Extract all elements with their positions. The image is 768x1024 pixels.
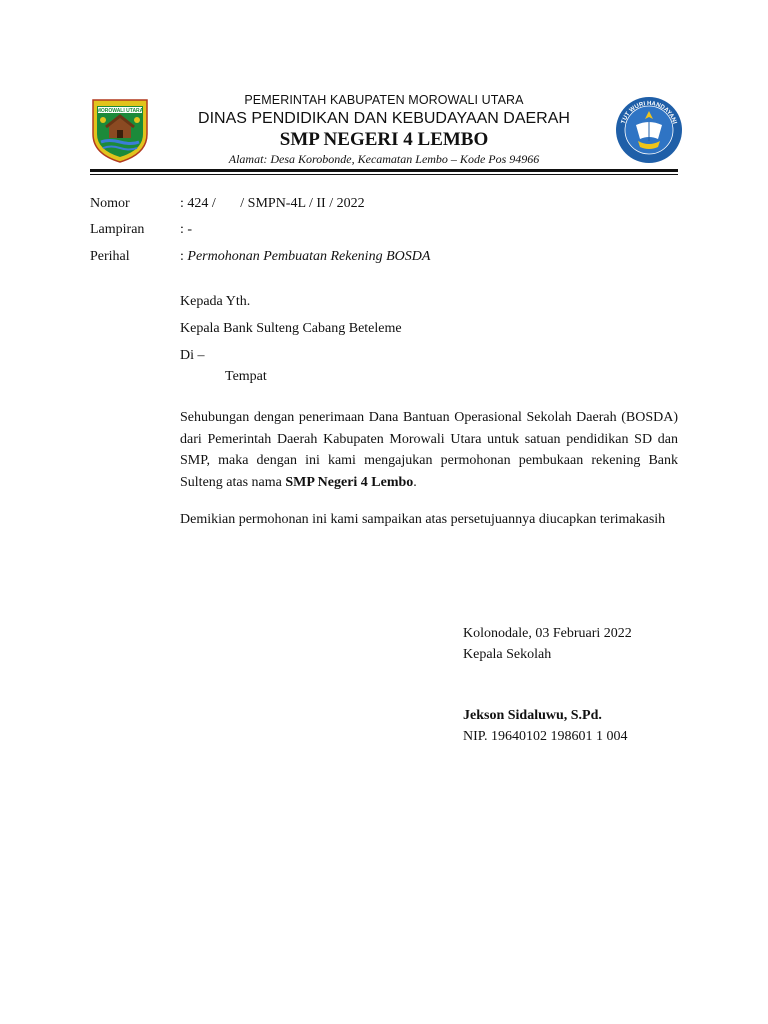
letterhead-divider-thick [90,169,678,172]
perihal-label: Perihal [90,249,130,264]
body-paragraph-1-text: Sehubungan dengan penerimaan Dana Bantuan Operasional Sekolah Daerah (BOSDA) dari Pemerintah Daerah Kabupaten Morowali Utara untuk satuan pendidikan SD dan SMP, maka dengan ini kami mengajukan permohonan pembukaan rekening Bank Sulteng atas nama [180,410,678,490]
emblem-banner-text: MOROWALI UTARA [96,108,144,114]
body-paragraph-2: Demikian permohonan ini kami sampaikan atas persetujuannya diucapkan terimakasih [180,512,666,527]
nomor-label: Nomor [90,196,130,211]
signature-name: Jekson Sidaluwu, S.Pd. [463,708,602,723]
signature-nip: NIP. 19640102 198601 1 004 [463,729,628,744]
recipient-at: Di – [180,348,205,363]
recipient-place: Tempat [225,369,267,384]
recipient-salutation: Kepada Yth. [180,294,251,309]
school-name: SMP NEGERI 4 LEMBO [279,129,489,150]
recipient-name: Kepala Bank Sulteng Cabang Beteleme [180,321,402,336]
perihal-subject: Permohonan Pembuatan Rekening BOSDA [187,249,431,264]
body-school-name: SMP Negeri 4 Lembo [285,474,414,490]
letterhead-divider-thin [90,174,678,175]
lampiran-label: Lampiran [90,222,145,237]
signature-title: Kepala Sekolah [463,647,552,662]
school-address: Alamat: Desa Korobonde, Kecamatan Lembo – Kode Pos 94966 [228,152,540,166]
lampiran-value: : - [180,222,193,237]
perihal-prefix: : [180,249,188,264]
perihal-value-line [180,249,430,265]
signature-place-date: Kolonodale, 03 Februari 2022 [463,626,632,641]
body-paragraph-1 [180,407,678,493]
department-name: DINAS PENDIDIKAN DAN KEBUDAYAAN DAERAH [198,110,570,127]
logo-motto-text: TUT WURI HANDAYANI [620,100,678,125]
nomor-value: : 424 / / SMPN-4L / II / 2022 [180,196,365,211]
body-paragraph-1-end: . [413,474,417,490]
government-name: PEMERINTAH KABUPATEN MOROWALI UTARA [244,93,524,107]
